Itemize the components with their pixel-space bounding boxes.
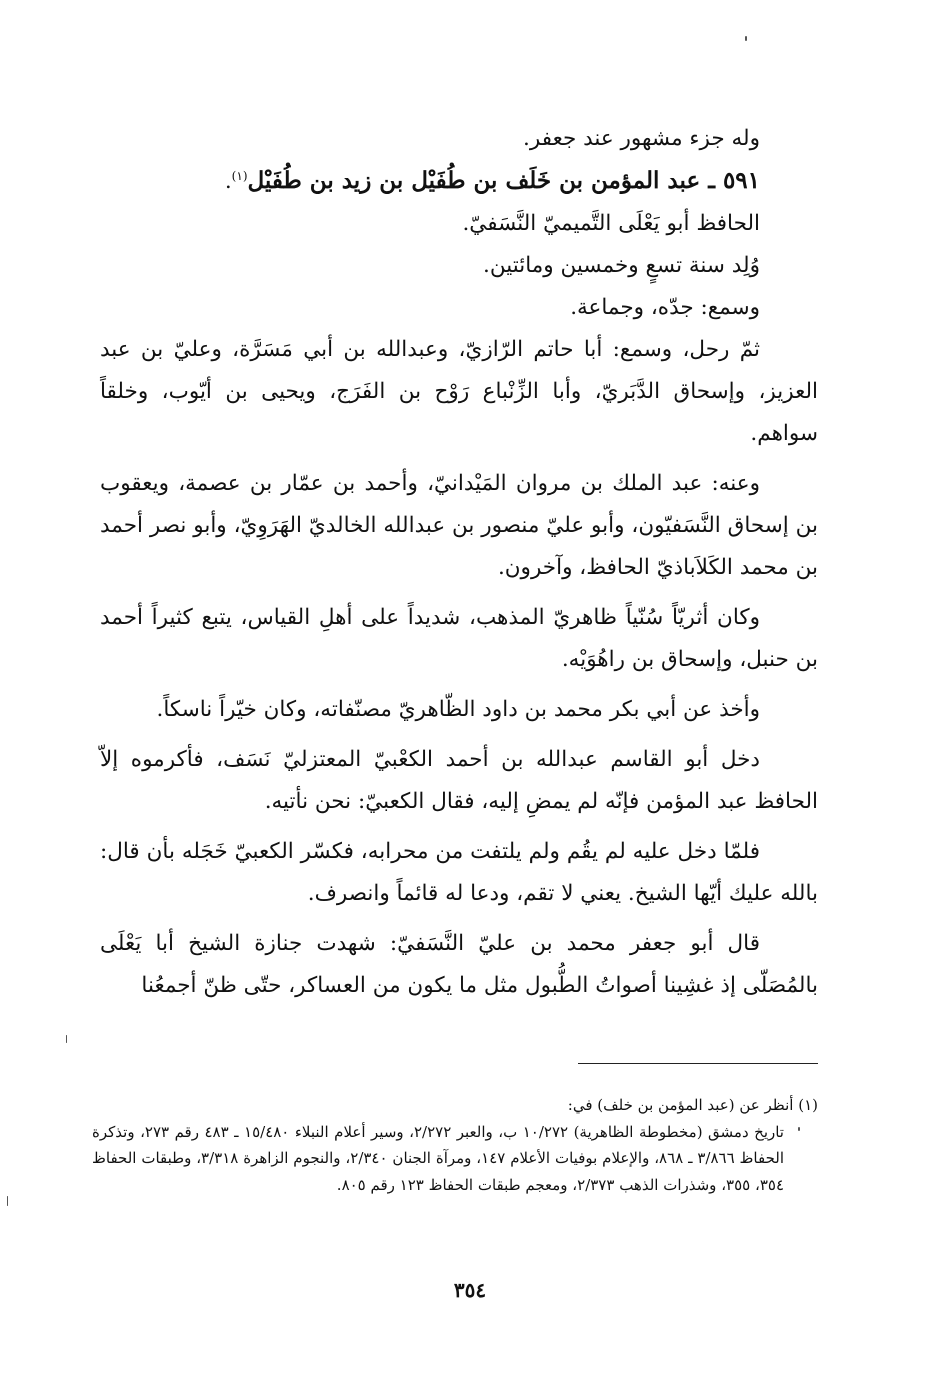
footnote-1-lead (92, 1092, 818, 1119)
paragraph-funeral: قال أبو جعفر محمد بن عليّ النَّسَفيّ: شهدت جنازة الشيخ أبا يَعْلَى بالمُصَلّى إذ غشِينا أصواتُ الطُّبول مثل ما يكون من العساكر، حتّى ظنّ أجمعُنا (100, 931, 818, 998)
paragraph-students: وعنه: عبد الملك بن مروان المَيْدانيّ، وأحمد بن عمّار بن عصمة، ويعقوب بن إسحاق النَّسَفيّون، وأبو عليّ منصور بن عبدالله الخالديّ الهَرَوِيّ، وأبو نصر أحمد بن محمد الكَلاَباذيّ الحافظ، وآخرون. (100, 471, 818, 580)
paragraph-kabi: دخل أبو القاسم عبدالله بن أحمد الكعْبيّ المعتزليّ نَسَف، فأكرموه إلاّ الحافظ عبد المؤمن فإنّه لم يمضِ إليه، فقال الكعبيّ: نحن نأتيه. (100, 747, 818, 814)
scan-speck (66, 1035, 67, 1043)
footnotes (92, 1092, 818, 1198)
footnote-marker[interactable]: (١) (231, 168, 248, 183)
footnote-1-label: (١) (798, 1096, 818, 1114)
paragraph-dawud: وأخذ عن أبي بكر محمد بن داود الظّاهريّ مصنّفاته، وكان خيّراً ناسكاً. (156, 697, 760, 722)
paragraph-travel: ثمّ رحل، وسمع: أبا حاتم الرّازيّ، وعبدالله بن أبي مَسَرَّة، وعليّ بن عبد العزيز، وإسحاق الدَّبَريّ، وأبا الزِّنْباع رَوْح بن الفَرَج، ويحيى بن أيّوب، وخلقاً سواهم. (100, 337, 818, 446)
entry-end: . (224, 169, 232, 194)
scan-speck (7, 1196, 8, 1206)
paragraph-mihrab: فلمّا دخل عليه لم يقُم ولم يلتفت من محرابه، فكسّر الكعبيّ خَجَله بأن قال: بالله عليك أيّها الشيخ. يعني لا تقم، ودعا له قائماً وانصرف. (100, 839, 818, 906)
line-nisba: الحافظ أبو يَعْلَى التَّميميّ النَّسَفيّ. (462, 211, 760, 236)
page-number: ٣٥٤ (453, 1278, 487, 1302)
main-text (100, 118, 818, 1007)
footnote-divider (578, 1063, 818, 1064)
line-heard: وسمع: جدّه، وجماعة. (570, 295, 760, 320)
scan-speck (745, 36, 747, 41)
line-juz: وله جزء مشهور عند جعفر. (523, 126, 760, 151)
paragraph-madhhab: وكان أثريّاً سُنّياً ظاهريّ المذهب، شديداً على أهلِ القياس، يتبع كثيراً أحمد بن حنبل، وإسحاق بن راهُوَيْه. (100, 605, 818, 672)
footnote-1-body: تاريخ دمشق (مخطوطة الظاهرية) ١٠/٢٧٢ ب، والعبر ٢/٢٧٢، وسير أعلام النبلاء ١٥/٤٨٠ ـ ٤٨٣ رقم ٢٧٣، وتذكرة الحفاظ ٣/٨٦٦ ـ ٨٦٨، والإعلام بوفيات الأعلام ١٤٧، ومرآة الجنان ٢/٣٤٠، والنجوم الزاهرة ٣/٣١٨، وطبقات الحفاظ ٣٥٤، ٣٥٥، وشذرات الذهب ٢/٣٧٣، ومعجم طبقات الحفاظ ١٢٣ رقم ٨٠٥. (92, 1122, 784, 1194)
line-birth: وُلِد سنة تسعٍ وخمسين ومائتين. (483, 253, 760, 278)
entry-name: عبد المؤمن بن خَلَف بن طُفَيْل بن زيد بن طُفَيْل (247, 167, 709, 194)
footnote-1-lead-text: أنظر عن (عبد المؤمن بن خلف) في: (567, 1096, 794, 1114)
entry-number: ٥٩١ ـ (708, 167, 760, 194)
scan-speck (798, 1127, 800, 1131)
entry-heading (100, 160, 818, 203)
